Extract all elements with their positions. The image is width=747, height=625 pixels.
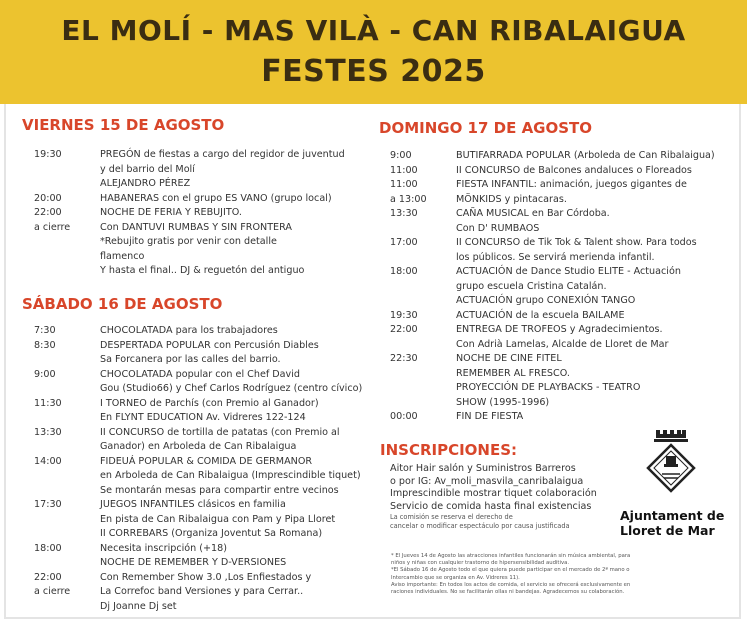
schedule-time: 11:00 [390,179,418,190]
schedule-row [34,382,379,397]
schedule-description: Con Adrià Lamelas, Alcalde de Lloret de Mar [456,338,669,350]
schedule-row [34,353,379,368]
schedule-description: PROYECCIÓN DE PLAYBACKS - TEATRO [456,382,641,393]
schedule-row [34,440,379,455]
schedule-description: y del barrio del Molí [100,163,195,175]
schedule-description: CAÑA MUSICAL en Bar Córdoba. [456,208,610,219]
schedule-row [34,426,379,441]
schedule-time: a cierre [34,221,71,233]
schedule-time: 20:00 [34,192,62,204]
schedule-time [390,367,456,382]
schedule-row [34,177,374,192]
schedule-time [34,411,100,426]
schedule-description: Con D' RUMBAOS [456,222,540,234]
disclaimer-line: cancelar o modificar espectáculo por causa justificada [390,522,570,530]
schedule-description: ACTUACIÓN grupo CONEXIÓN TANGO [456,295,636,306]
sunday-schedule [390,149,740,425]
schedule-description: BUTIFARRADA POPULAR (Arboleda de Can Ribalaigua) [456,150,715,161]
schedule-description: II CONCURSO de Balcones andaluces o Floreados [456,164,692,176]
schedule-row [390,265,740,280]
footnote-line: Aviso importante: En todos los actos de comida, el servicio se ofrecerá exclusivamente en [391,581,631,588]
schedule-row [34,206,374,221]
schedule-time [34,177,100,192]
schedule-time: 14:00 [34,455,62,467]
schedule-row [390,352,740,367]
registration-line: Imprescindible mostrar tiquet colaboración [390,488,597,499]
schedule-row [390,309,740,324]
schedule-row [34,192,374,207]
schedule-row [34,600,379,615]
schedule-time [390,251,456,266]
schedule-row [34,498,379,513]
schedule-time [34,264,100,279]
schedule-time [34,484,100,499]
schedule-time: 18:00 [34,542,62,554]
schedule-row [390,251,740,266]
schedule-row [34,397,379,412]
schedule-time: 22:00 [34,571,62,583]
schedule-row [390,149,740,164]
schedule-row [34,411,379,426]
schedule-description: Ganador) en Arboleda de Can Ribalaigua [100,441,297,452]
schedule-row [34,221,374,236]
schedule-time: 22:00 [390,324,418,335]
schedule-row [34,571,379,586]
schedule-row [390,410,740,425]
schedule-description: En pista de Can Ribalaigua con Pam y Pipa Lloret [100,513,336,525]
schedule-description: FIDEUÁ POPULAR & COMIDA DE GERMANOR [100,455,313,467]
schedule-time: 9:00 [34,368,56,380]
schedule-time [34,527,100,542]
schedule-time [34,353,100,368]
schedule-row [34,527,379,542]
schedule-time: 19:30 [390,309,418,321]
schedule-description: FIESTA INFANTIL: animación, juegos gigantes de [456,179,687,190]
schedule-description: ALEJANDRO PÉREZ [100,178,191,189]
schedule-description: Dj Joanne Dj set [100,600,177,612]
schedule-row [390,193,740,208]
registration-info [390,463,597,531]
schedule-description: HABANERAS con el grupo ES VANO (grupo local) [100,192,332,204]
schedule-description: DESPERTADA POPULAR con Percusión Diables [100,339,319,351]
schedule-row [34,235,374,250]
schedule-description: II CONCURSO de Tik Tok & Talent show. Para todos [456,237,697,248]
schedule-time [390,396,456,411]
schedule-time [34,382,100,397]
schedule-time: 11:00 [390,164,418,176]
schedule-row [34,264,374,279]
schedule-time: 7:30 [34,325,56,336]
schedule-row [34,324,379,339]
schedule-description: FIN DE FIESTA [456,411,524,422]
schedule-description: Y hasta el final.. DJ & reguetón del antiguo [100,265,305,276]
footnote-line: * El Jueves 14 de Agosto las atracciones infantiles funcionarán sin música ambiental, para [391,553,631,559]
schedule-description: flamenco [100,250,145,262]
saturday-heading: SÁBADO 16 DE AGOSTO [22,295,223,313]
schedule-row [34,484,379,499]
schedule-time: 19:30 [34,149,62,160]
footnote-line: *El Sábado 16 de Agosto todo el que quiera puede participar en el mercado de 2ª mano o [391,567,630,574]
schedule-description: ACTUACIÓN de Dance Studio ELITE - Actuación [456,266,681,277]
schedule-row [34,163,374,178]
schedule-time: 17:00 [390,237,418,248]
schedule-row [390,367,740,382]
schedule-description: Gou (Studio66) y Chef Carlos Rodríguez (centro cívico) [100,383,363,394]
schedule-description: I TORNEO de Parchís (con Premio al Ganador) [100,397,319,409]
schedule-row [390,294,740,309]
schedule-row [34,542,379,557]
schedule-time: 9:00 [390,150,412,161]
schedule-description: NOCHE DE CINE FITEL [456,353,562,364]
schedule-description: ENTREGA DE TROFEOS y Agradecimientos. [456,324,663,335]
schedule-description: Con Remember Show 3.0 ,Los Enfiestados y [100,571,312,583]
schedule-row [34,250,374,265]
registration-line: Aitor Hair salón y Suministros Barreros [390,463,576,474]
schedule-row [34,469,379,484]
schedule-time [34,235,100,250]
registration-heading: INSCRIPCIONES: [380,441,518,459]
schedule-row [390,396,740,411]
schedule-row [390,280,740,295]
schedule-time: 17:30 [34,499,62,510]
schedule-time: 22:30 [390,353,418,364]
header-banner [0,0,747,104]
schedule-description: NOCHE DE FERIA Y REBUJITO. [100,207,242,218]
schedule-row [390,222,740,237]
footnote-line: Intercambio que se organiza en Av. Vidreres 11). [391,574,520,581]
footnotes [391,553,630,596]
footnote-line: raciones individuales. No se facilitarán ollas ni bandejas. Agradecemos su colaboración. [391,589,625,596]
schedule-time [34,250,100,265]
sponsor-name [620,508,730,538]
schedule-time: 00:00 [390,411,418,422]
schedule-description: NOCHE DE REMEMBER Y D-VERSIONES [100,557,287,568]
schedule-description: PREGÓN de fiestas a cargo del regidor de juventud [100,149,345,160]
schedule-time: 22:00 [34,207,62,218]
footnote-line: niños y niñas con cualquier trastorno de hipersensibilidad auditiva. [391,560,570,567]
schedule-time [390,222,456,237]
schedule-row [390,236,740,251]
schedule-time: 13:30 [34,426,62,438]
schedule-description: MÖNKIDS y pintacaras. [456,193,567,205]
schedule-time [34,513,100,528]
schedule-description: Sa Forcanera por las calles del barrio. [100,354,281,365]
schedule-description: grupo escuela Cristina Catalán. [456,280,607,292]
schedule-description: CHOCOLATADA para los trabajadores [100,325,278,336]
schedule-description: En FLYNT EDUCATION Av. Vidreres 122-124 [100,412,306,423]
schedule-description: REMEMBER AL FRESCO. [456,367,570,379]
schedule-description: II CORREBARS (Organiza Joventut Sa Romana) [100,528,323,539]
schedule-row [34,148,374,163]
schedule-time [34,600,100,615]
event-title: EL MOLÍ - MAS VILÀ - CAN RIBALAIGUA [61,14,686,47]
schedule-row [390,207,740,222]
schedule-description: La Correfoc band Versiones y para Cerrar.. [100,586,304,597]
schedule-description: en Arboleda de Can Ribalaigua (Imprescindible tiquet) [100,470,361,481]
sponsor-line-2: Lloret de Mar [620,523,715,538]
schedule-row [34,455,379,470]
registration-line: o por IG: Av_moli_masvila_canribalaigua [390,475,584,487]
schedule-time [390,294,456,309]
friday-schedule [34,148,374,279]
schedule-row [34,513,379,528]
schedule-row [390,178,740,193]
schedule-time [34,163,100,178]
schedule-time: 8:30 [34,339,56,351]
schedule-row [390,338,740,353]
schedule-description: ACTUACIÓN de la escuela BAILAME [456,309,625,321]
schedule-time [390,381,456,396]
schedule-time: 13:30 [390,208,418,219]
friday-heading: VIERNES 15 DE AGOSTO [22,116,225,134]
registration-line: Servicio de comida hasta final existencias [390,500,592,512]
schedule-time [390,338,456,353]
schedule-description: CHOCOLATADA popular con el Chef David [100,368,300,380]
schedule-description: Se montarán mesas para compartir entre vecinos [100,484,339,496]
sunday-heading: DOMINGO 17 DE AGOSTO [379,119,593,137]
saturday-schedule [34,324,379,614]
schedule-row [34,339,379,354]
schedule-description: los públicos. Se servirá merienda infantil. [456,251,655,263]
schedule-description: Con DANTUVI RUMBAS Y SIN FRONTERA [100,221,292,233]
sponsor-line-1: Ajuntament de [620,508,725,523]
schedule-row [390,323,740,338]
schedule-time [34,440,100,455]
schedule-time: a 13:00 [390,193,427,205]
schedule-description: *Rebujito gratis por venir con detalle [100,236,277,247]
event-subtitle: FESTES 2025 [261,54,486,89]
schedule-row [34,585,379,600]
schedule-row [34,368,379,383]
schedule-description: JUEGOS INFANTILES clásicos en familia [100,499,286,510]
schedule-time: 18:00 [390,266,418,277]
schedule-description: Necesita inscripción (+18) [100,542,228,554]
schedule-row [34,556,379,571]
schedule-time: 11:30 [34,397,62,409]
schedule-time [34,556,100,571]
schedule-time [390,280,456,295]
schedule-time: a cierre [34,586,71,597]
schedule-description: SHOW (1995-1996) [456,396,550,408]
schedule-row [390,164,740,179]
disclaimer-line: La comisión se reserva el derecho de [390,513,513,521]
schedule-time [34,469,100,484]
schedule-description: II CONCURSO de tortilla de patatas (con Premio al [100,426,340,438]
schedule-row [390,381,740,396]
